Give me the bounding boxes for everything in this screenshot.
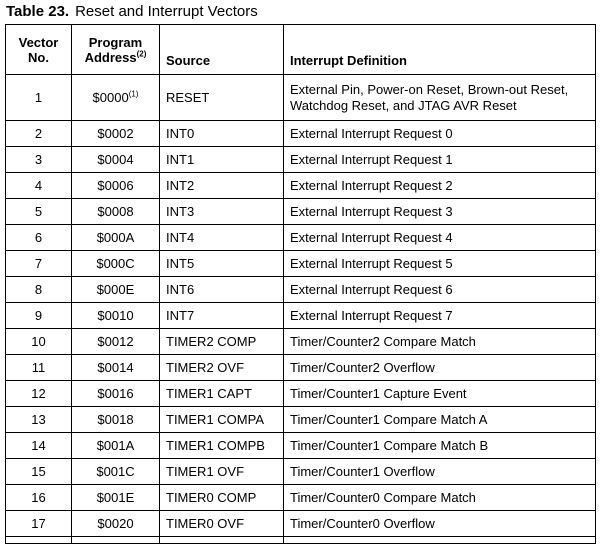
cell-vector: 11 xyxy=(6,355,72,381)
table-row xyxy=(6,147,596,173)
cell-source: TIMER0 OVF xyxy=(160,511,284,537)
cell-definition: External Interrupt Request 0 xyxy=(284,121,596,147)
cell-definition: Timer/Counter2 Compare Match xyxy=(284,329,596,355)
cell-source: INT2 xyxy=(160,173,284,199)
cell-definition: Timer/Counter0 Compare Match xyxy=(284,485,596,511)
cell-address: $000E xyxy=(72,277,160,303)
cell-vector: 12 xyxy=(6,381,72,407)
cell-source: TIMER2 COMP xyxy=(160,329,284,355)
cell-address: $000A xyxy=(72,225,160,251)
cell-address: $000C xyxy=(72,251,160,277)
cell-source: INT5 xyxy=(160,251,284,277)
table-row xyxy=(6,173,596,199)
header-vector-no xyxy=(6,25,72,75)
cell-address-footnote: (1) xyxy=(128,89,139,99)
header-address-line2: Address xyxy=(84,49,137,65)
cell-vector: 17 xyxy=(6,511,72,537)
header-vector-line1: Vector xyxy=(18,34,59,50)
cell-address: $0012 xyxy=(72,329,160,355)
cell-source: TIMER0 COMP xyxy=(160,485,284,511)
table-row xyxy=(6,511,596,537)
table-row xyxy=(6,381,596,407)
header-program-address xyxy=(72,25,160,75)
cell-vector: 15 xyxy=(6,459,72,485)
cell-source: INT4 xyxy=(160,225,284,251)
cell-source: TIMER1 OVF xyxy=(160,459,284,485)
table-row xyxy=(6,199,596,225)
cell-cutoff xyxy=(160,537,284,544)
cell-address xyxy=(72,75,160,121)
cell-definition xyxy=(284,75,596,121)
cell-source: TIMER1 COMPB xyxy=(160,433,284,459)
cell-vector: 5 xyxy=(6,199,72,225)
cell-address: $001A xyxy=(72,433,160,459)
header-address-footnote: (2) xyxy=(136,49,147,59)
table-caption-label: Table 23. xyxy=(6,3,70,20)
table-row xyxy=(6,75,596,121)
cell-address: $001C xyxy=(72,459,160,485)
cell-source: INT3 xyxy=(160,199,284,225)
cell-definition: External Interrupt Request 7 xyxy=(284,303,596,329)
cell-vector: 8 xyxy=(6,277,72,303)
cell-definition: Timer/Counter1 Capture Event xyxy=(284,381,596,407)
table-row xyxy=(6,121,596,147)
cell-address: $0010 xyxy=(72,303,160,329)
cell-definition: External Interrupt Request 1 xyxy=(284,147,596,173)
cell-vector: 16 xyxy=(6,485,72,511)
cell-cutoff xyxy=(6,537,72,544)
table-row xyxy=(6,407,596,433)
cell-source: INT1 xyxy=(160,147,284,173)
cell-vector: 9 xyxy=(6,303,72,329)
table-row xyxy=(6,459,596,485)
table-row xyxy=(6,433,596,459)
cell-vector: 7 xyxy=(6,251,72,277)
table-body xyxy=(6,75,596,544)
cell-vector: 4 xyxy=(6,173,72,199)
cell-vector: 3 xyxy=(6,147,72,173)
cell-source: INT0 xyxy=(160,121,284,147)
cell-address: $0014 xyxy=(72,355,160,381)
cell-definition: Timer/Counter0 Overflow xyxy=(284,511,596,537)
cell-definition-line1: External Pin, Power-on Reset, Brown-out Reset, xyxy=(290,81,569,97)
cell-definition: External Interrupt Request 2 xyxy=(284,173,596,199)
header-interrupt-definition: Interrupt Definition xyxy=(284,25,596,75)
header-vector-line2: No. xyxy=(28,49,49,65)
cell-address: $001E xyxy=(72,485,160,511)
cell-definition: External Interrupt Request 3 xyxy=(284,199,596,225)
table-row xyxy=(6,251,596,277)
cell-cutoff xyxy=(72,537,160,544)
cell-vector: 13 xyxy=(6,407,72,433)
table-row xyxy=(6,485,596,511)
cell-source: TIMER1 COMPA xyxy=(160,407,284,433)
cell-vector: 6 xyxy=(6,225,72,251)
cell-definition-line2: Watchdog Reset, and JTAG AVR Reset xyxy=(290,97,517,113)
cell-vector: 2 xyxy=(6,121,72,147)
table-header-row xyxy=(6,25,596,75)
interrupt-vectors-table xyxy=(5,24,596,544)
cell-source: TIMER1 CAPT xyxy=(160,381,284,407)
cell-address: $0018 xyxy=(72,407,160,433)
cell-definition: External Interrupt Request 5 xyxy=(284,251,596,277)
cell-vector: 14 xyxy=(6,433,72,459)
table-caption xyxy=(6,1,258,23)
cell-vector: 10 xyxy=(6,329,72,355)
cell-definition: External Interrupt Request 6 xyxy=(284,277,596,303)
cell-source: INT6 xyxy=(160,277,284,303)
cell-address: $0006 xyxy=(72,173,160,199)
table-row-cutoff xyxy=(6,537,596,544)
cell-source: TIMER2 OVF xyxy=(160,355,284,381)
cell-definition: Timer/Counter1 Compare Match B xyxy=(284,433,596,459)
table-row xyxy=(6,225,596,251)
cell-address: $0020 xyxy=(72,511,160,537)
table-row xyxy=(6,329,596,355)
table-row xyxy=(6,355,596,381)
cell-source: RESET xyxy=(160,75,284,121)
cell-definition: External Interrupt Request 4 xyxy=(284,225,596,251)
cell-address-value: $0000 xyxy=(92,89,129,105)
cell-vector: 1 xyxy=(6,75,72,121)
cell-source: INT7 xyxy=(160,303,284,329)
cell-address: $0008 xyxy=(72,199,160,225)
header-address-line1: Program xyxy=(88,34,143,50)
cell-cutoff xyxy=(284,537,596,544)
table-caption-text: Reset and Interrupt Vectors xyxy=(75,3,258,20)
table-row xyxy=(6,303,596,329)
table-row xyxy=(6,277,596,303)
cell-definition: Timer/Counter1 Compare Match A xyxy=(284,407,596,433)
cell-address: $0016 xyxy=(72,381,160,407)
cell-definition: Timer/Counter2 Overflow xyxy=(284,355,596,381)
cell-address: $0002 xyxy=(72,121,160,147)
cell-address: $0004 xyxy=(72,147,160,173)
header-source: Source xyxy=(160,25,284,75)
cell-definition: Timer/Counter1 Overflow xyxy=(284,459,596,485)
